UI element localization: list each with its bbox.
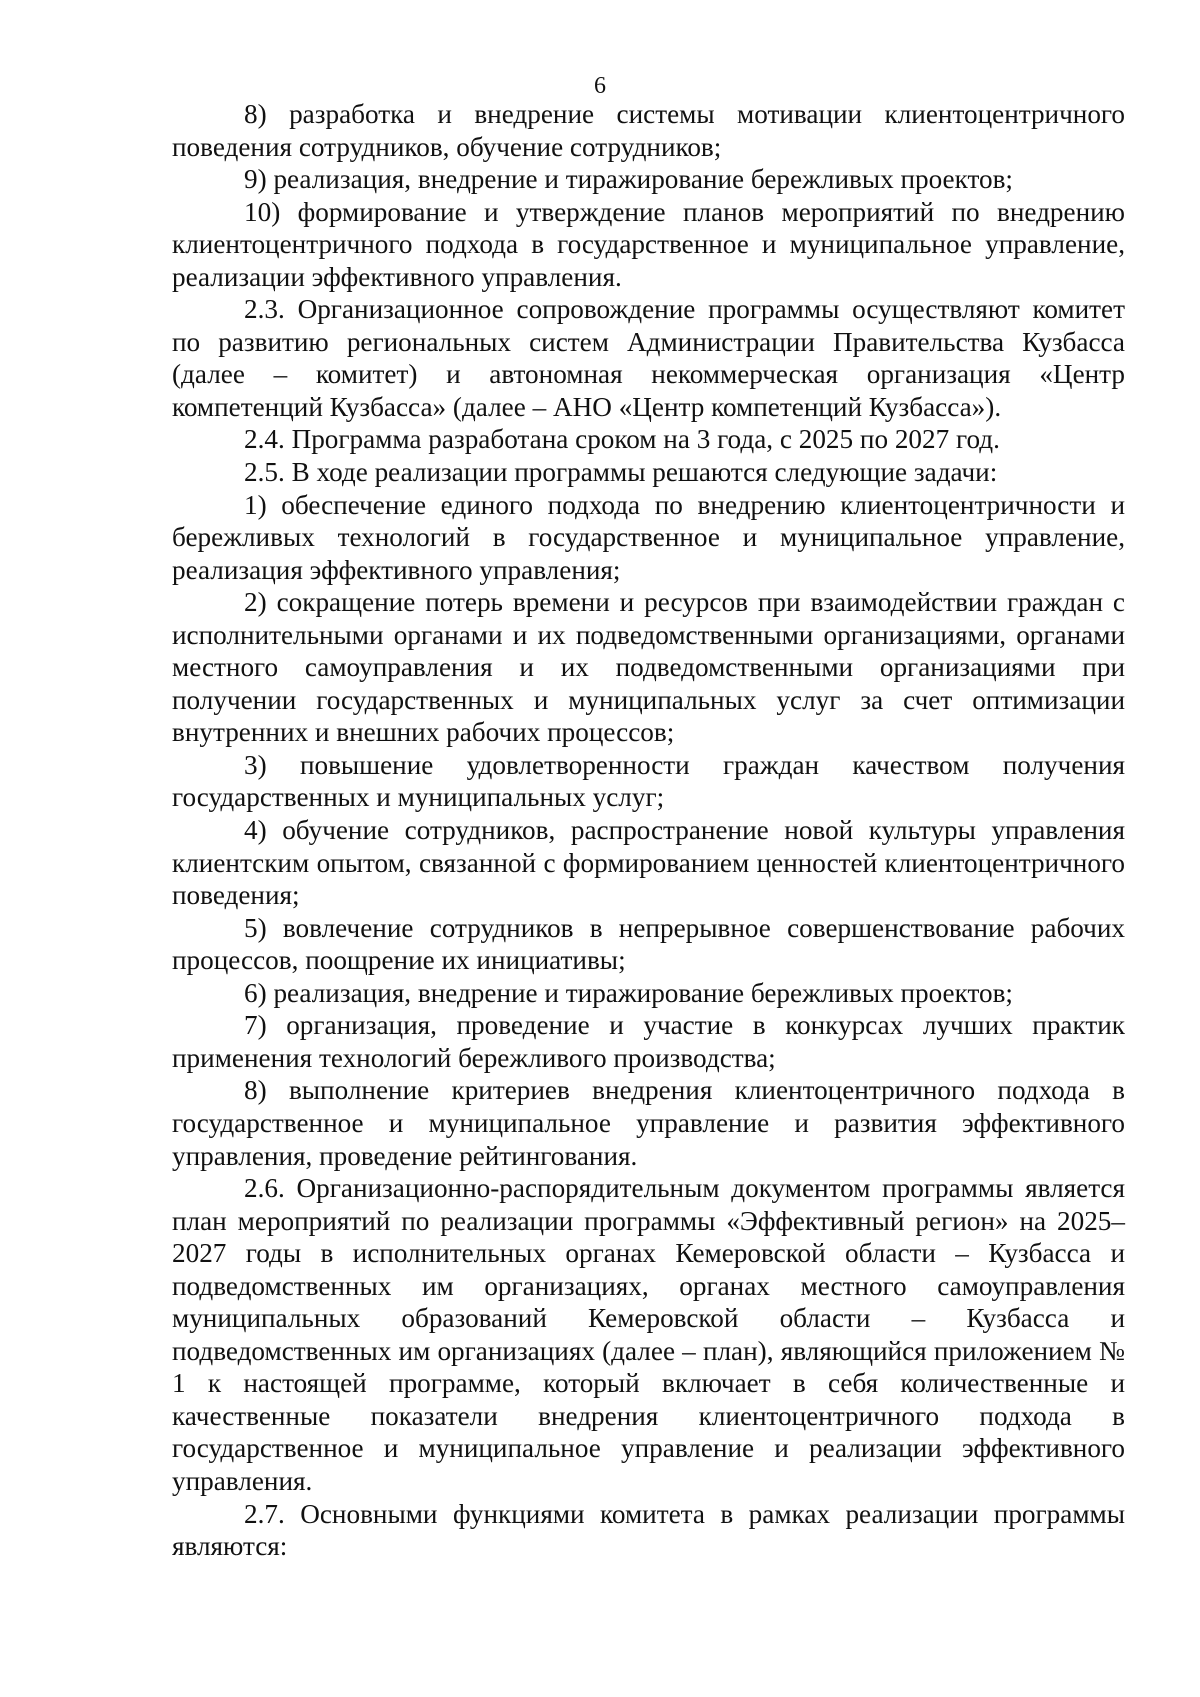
document-body — [172, 98, 1125, 1563]
paragraph-item-8-motivation: 8) разработка и внедрение системы мотивации клиентоцентричного поведения сотрудников, обучение сотрудников; — [172, 99, 1125, 162]
paragraph-section-2-7: 2.7. Основными функциями комитета в рамках реализации программы являются: — [172, 1498, 1125, 1562]
paragraph-task-7: 7) организация, проведение и участие в конкурсах лучших практик применения технологий бережливого производства; — [172, 1010, 1125, 1073]
paragraph-task-2: 2) сокращение потерь времени и ресурсов при взаимодействии граждан с исполнительными органами и их подведомственными организациями, органами местного самоуправления и их подведомственными организациями при получении государственных и муниципальных услуг за счет оптимизации внутренних и внешних рабочих процессов; — [172, 587, 1125, 748]
paragraph-task-4: 4) обучение сотрудников, распространение новой культуры управления клиентским опытом, связанной с формированием ценностей клиентоцентричного поведения; — [172, 815, 1125, 911]
page-number: 6 — [594, 73, 606, 99]
paragraph-section-2-4: 2.4. Программа разработана сроком на 3 года, с 2025 по 2027 год. — [244, 424, 1000, 455]
paragraph-item-9-lean-projects: 9) реализация, внедрение и тиражирование бережливых проектов; — [244, 164, 1013, 195]
paragraph-task-8: 8) выполнение критериев внедрения клиентоцентричного подхода в государственное и муниципальное управление и развития эффективного управления, проведение рейтингования. — [172, 1075, 1125, 1171]
paragraph-task-5: 5) вовлечение сотрудников в непрерывное совершенствование рабочих процессов, поощрение их инициативы; — [172, 912, 1125, 976]
paragraph-task-1: 1) обеспечение единого подхода по внедрению клиентоцентричности и бережливых технологий в государственное и муниципальное управление, реализация эффективного управления; — [172, 489, 1125, 585]
paragraph-task-3: 3) повышение удовлетворенности граждан качеством получения государственных и муниципальных услуг; — [172, 749, 1125, 813]
paragraph-task-6: 6) реализация, внедрение и тиражирование бережливых проектов; — [244, 977, 1013, 1008]
paragraph-section-2-3: 2.3. Организационное сопровождение программы осуществляют комитет по развитию региональных систем Администрации Правительства Кузбасса (далее – комитет) и автономная некоммерческая организация «Центр компетенций Кузбасса» (далее – АНО «Центр компетенций Кузбасса»). — [172, 294, 1125, 422]
paragraph-section-2-6: 2.6. Организационно-распорядительным документом программы является план мероприятий по реализации программы «Эффективный регион» на 2025–2027 годы в исполнительных органах Кемеровской области – Кузбасса и подведомственных им организациях, органах местного самоуправления муниципальных образований Кемеровской области – Кузбасса и подведомственных им организациях (далее – план), являющийся приложением № 1 к настоящей программе, который включает в себя количественные и качественные показатели внедрения клиентоцентричного подхода в государственное и муниципальное управление и реализации эффективного управления. — [172, 1173, 1125, 1496]
paragraph-item-10-plans: 10) формирование и утверждение планов мероприятий по внедрению клиентоцентричного подхода в государственное и муниципальное управление, реализации эффективного управления. — [172, 196, 1125, 292]
paragraph-section-2-5: 2.5. В ходе реализации программы решаются следующие задачи: — [244, 457, 998, 488]
